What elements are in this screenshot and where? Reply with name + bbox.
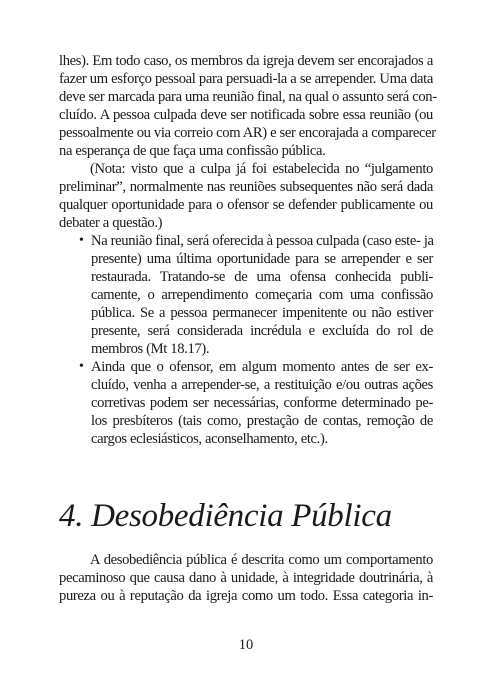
text-line: A desobediência pública é descrita como um comportamento [90, 552, 433, 568]
text-line: membros (Mt 18.17). [91, 341, 210, 357]
text-line: lhes). Em todo caso, os membros da igreja devem ser encorajados a [59, 53, 433, 69]
text-line: debater a questão.) [59, 215, 163, 231]
text-line: fazer um esforço pessoal para persuadi-la a se arrepender. Uma data [59, 71, 433, 87]
text-line: cargos eclesiásticos, aconselhamento, etc.). [91, 431, 328, 447]
text-line: presente, será considerada incrédula e excluída do rol de [91, 323, 433, 339]
text-line: camente, o arrependimento começaria com uma confissão [91, 287, 433, 303]
text-line: preliminar”, normalmente nas reuniões subsequentes não será dada [59, 179, 433, 195]
text-line: restaurada. Tratando-se de uma ofensa conhecida publi- [91, 269, 433, 285]
text-line: pureza ou à reputação da igreja como um todo. Essa categoria in- [59, 588, 433, 604]
text-line: pública. Se a pessoa permanecer impenitente ou não estiver [91, 305, 433, 321]
text-line: cluído, venha a arrepender-se, a restituição e/ou outras ações [91, 377, 433, 393]
bullet-icon: • [79, 359, 84, 374]
section-heading: 4. Desobediência Pública [59, 498, 392, 534]
text-line: pecaminoso que causa dano à unidade, à integridade doutrinária, à [59, 570, 433, 586]
page-number: 10 [238, 637, 254, 653]
text-line: (Nota: visto que a culpa já foi estabelecida no “julgamento [90, 161, 433, 177]
text-line: Na reunião final, será oferecida à pessoa culpada (caso este- ja [91, 233, 434, 249]
text-line: na esperança de que faça uma confissão pública. [59, 143, 326, 159]
bullet-icon: • [79, 233, 84, 248]
text-line: pessoalmente ou via correio com AR) e ser encorajada a comparecer [59, 125, 436, 141]
text-line: presente) uma última oportunidade para se arrepender e ser [91, 251, 433, 267]
text-line: corretivas podem ser necessárias, conforme determinado pe- [91, 395, 433, 411]
text-line: los presbíteros (tais como, prestação de contas, remoção de [91, 413, 433, 429]
text-line: Ainda que o ofensor, em algum momento antes de ser ex- [91, 359, 433, 375]
text-line: qualquer oportunidade para o ofensor se defender publicamente ou [59, 197, 433, 213]
text-line: deve ser marcada para uma reunião final, na qual o assunto será con- [59, 89, 437, 105]
text-line: cluído. A pessoa culpada deve ser notificada sobre essa reunião (ou [59, 107, 433, 123]
